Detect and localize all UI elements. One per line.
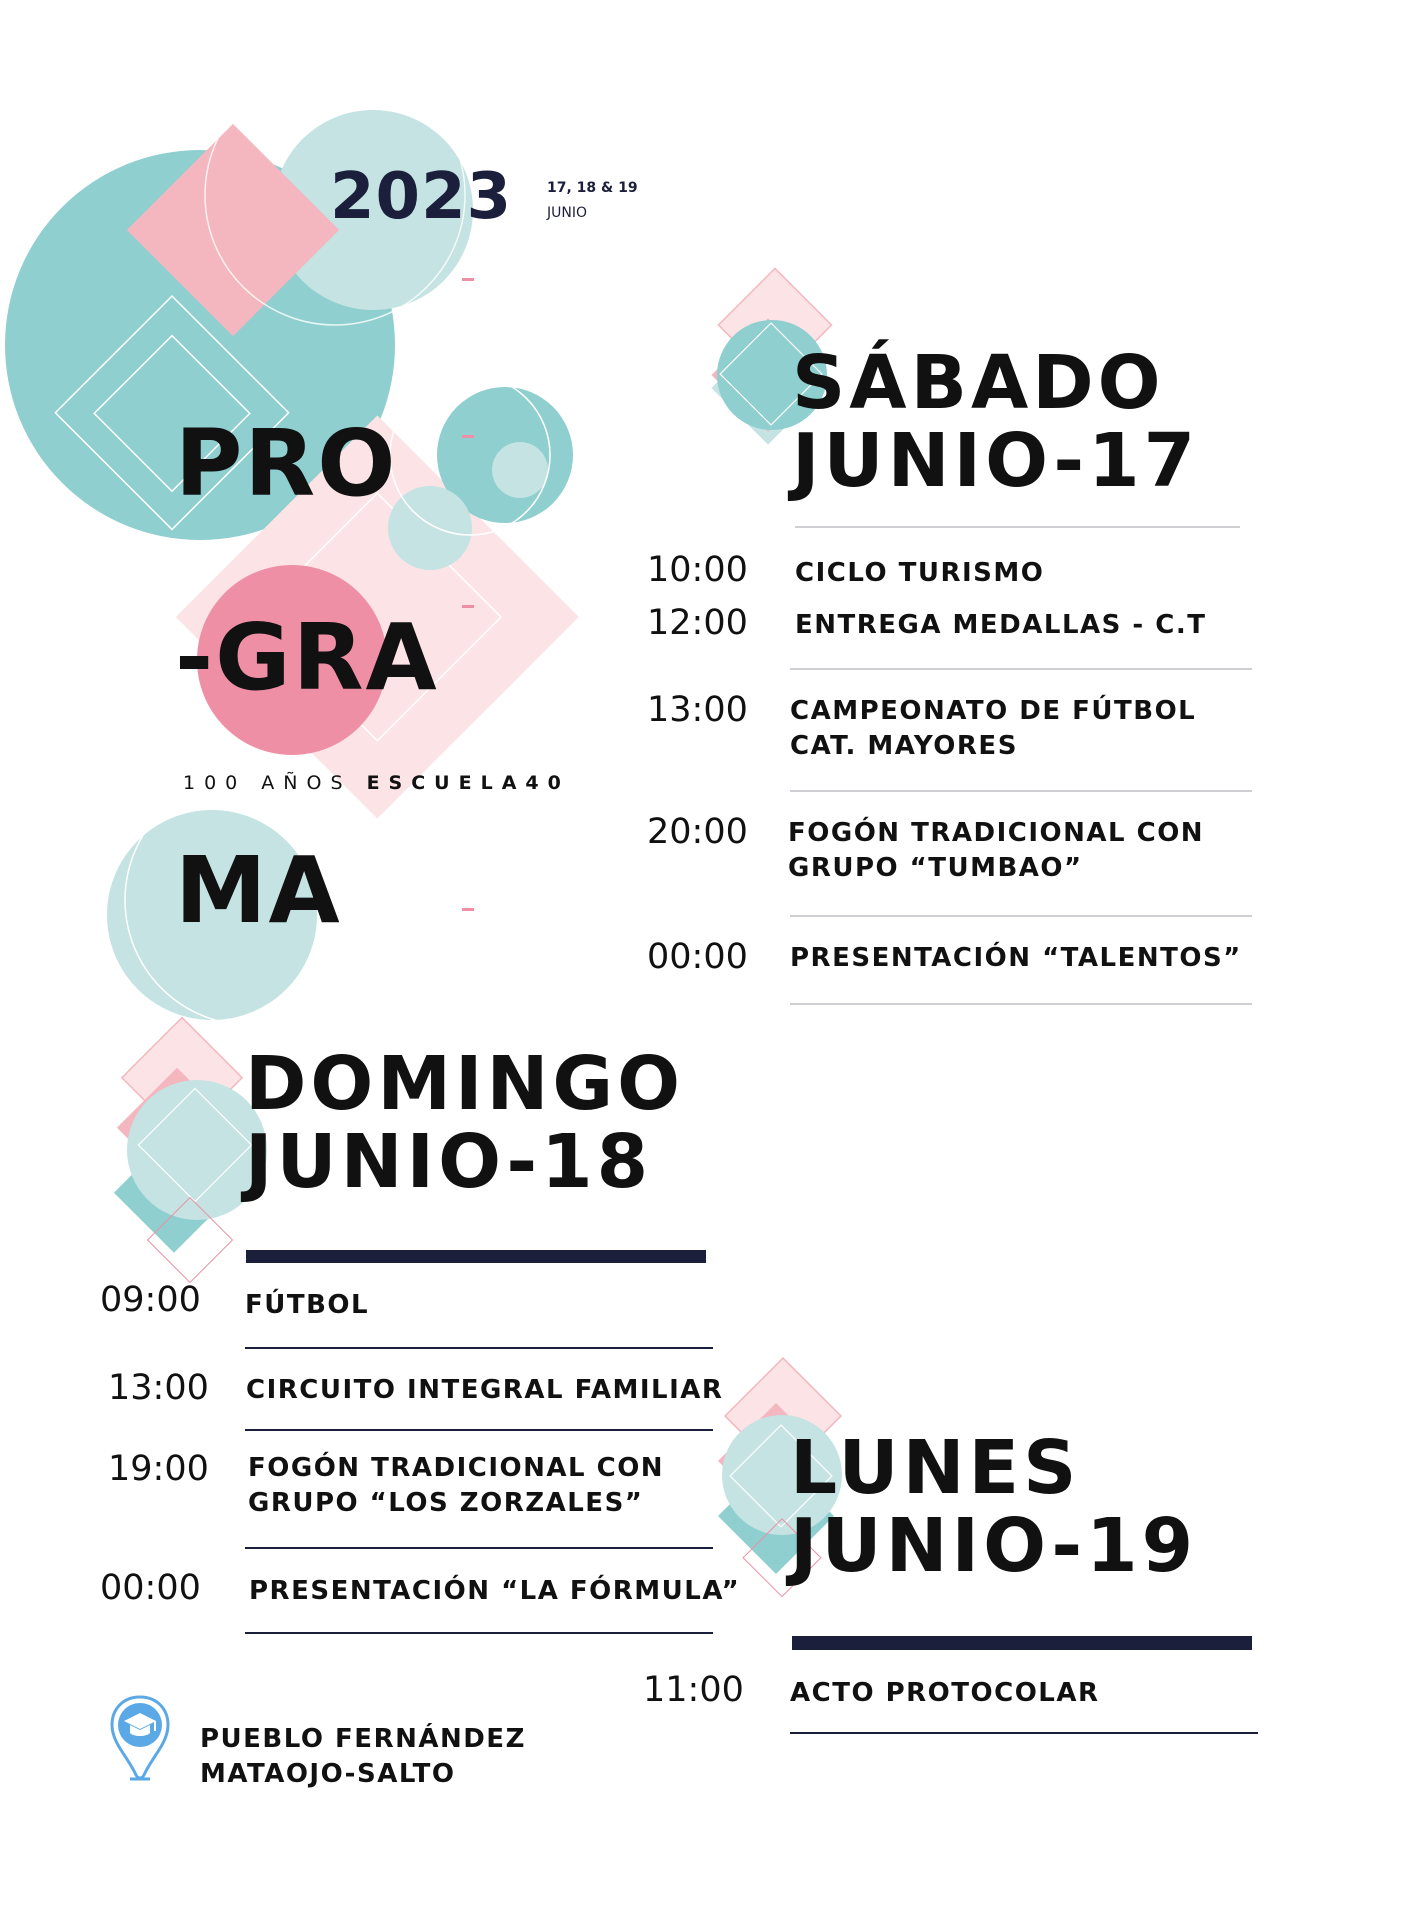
schedule-time: 10:00: [647, 550, 748, 590]
schedule-event: ENTREGA MEDALLAS - C.T: [795, 610, 1207, 640]
monday-bar: [792, 1636, 1252, 1650]
sunday-day: DOMINGO: [245, 1041, 685, 1127]
schedule-time: 12:00: [647, 603, 748, 643]
title-line-1: PRO: [175, 410, 398, 517]
location-line-1: PUEBLO FERNÁNDEZ: [200, 1724, 526, 1754]
schedule-event: FOGÓN TRADICIONAL CON GRUPO “LOS ZORZALES”: [248, 1453, 665, 1519]
schedule-time: 09:00: [100, 1280, 201, 1320]
monday-day: LUNES: [790, 1425, 1081, 1511]
subtitle-light: 100 AÑOS: [183, 772, 352, 794]
schedule-time: 00:00: [647, 937, 748, 977]
saturday-day: SÁBADO: [792, 340, 1165, 426]
mid-light-circle: [388, 486, 472, 570]
schedule-time: 11:00: [643, 1670, 744, 1710]
year: 2023: [330, 160, 513, 234]
monday-heading: [790, 1425, 1198, 1589]
schedule-time: 20:00: [647, 812, 748, 852]
location: [200, 1722, 526, 1792]
schedule-event: FOGÓN TRADICIONAL CON GRUPO “TUMBAO”: [788, 818, 1205, 884]
saturday-date: JUNIO-17: [792, 417, 1200, 504]
schedule-event: PRESENTACIÓN “TALENTOS”: [790, 943, 1242, 973]
schedule-event: PRESENTACIÓN “LA FÓRMULA”: [249, 1576, 741, 1606]
schedule-time: 13:00: [108, 1368, 209, 1408]
schedule-event: CAMPEONATO DE FÚTBOL CAT. MAYORES: [790, 696, 1197, 762]
location-line-2: MATAOJO-SALTO: [200, 1759, 456, 1790]
title-line-2: -GRA: [175, 604, 439, 711]
sunday-bar: [246, 1250, 706, 1263]
event-dates: 17, 18 & 19: [547, 180, 638, 196]
mid-teal-inner: [492, 442, 548, 498]
schedule-event: ACTO PROTOCOLAR: [790, 1678, 1100, 1708]
event-month: JUNIO: [547, 205, 587, 221]
schedule-time: 13:00: [647, 690, 748, 730]
saturday-heading: [792, 340, 1200, 504]
sunday-date: JUNIO-18: [245, 1118, 653, 1205]
schedule-time: 00:00: [100, 1568, 201, 1608]
schedule-time: 19:00: [108, 1449, 209, 1489]
schedule-event: FÚTBOL: [245, 1290, 370, 1320]
subtitle-bold: ESCUELA40: [366, 772, 570, 794]
monday-date: JUNIO-19: [790, 1502, 1198, 1589]
title-line-3: MA: [175, 837, 342, 944]
map-pin-graduation-icon: [108, 1693, 172, 1785]
schedule-event: CIRCUITO INTEGRAL FAMILIAR: [246, 1375, 724, 1405]
subtitle: [183, 772, 570, 794]
schedule-event: CICLO TURISMO: [795, 558, 1045, 588]
sunday-heading: [245, 1041, 685, 1205]
